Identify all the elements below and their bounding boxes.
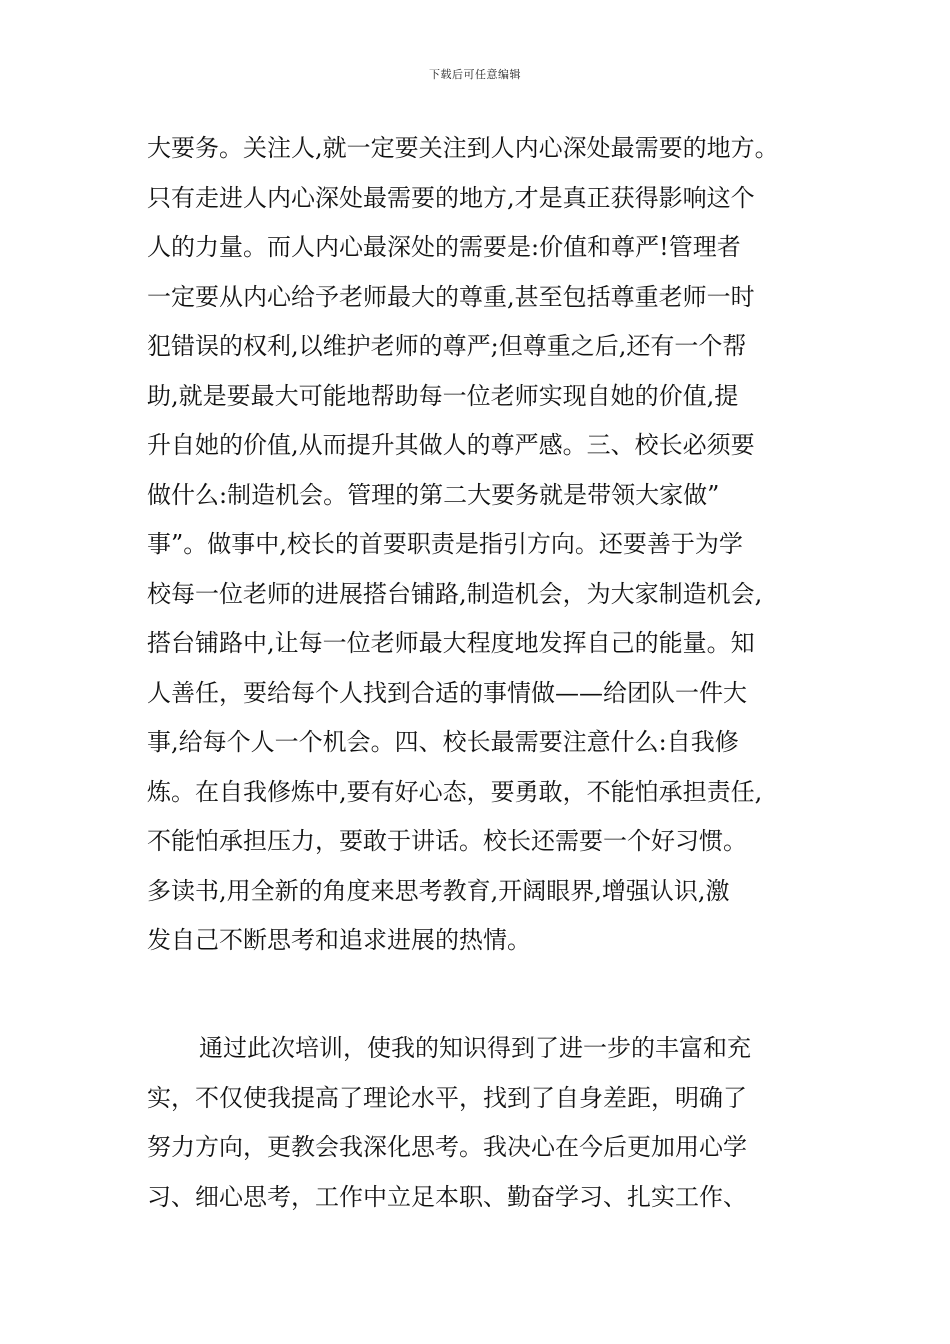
text-line: 发自己不断思考和追求进展的热情。: [147, 926, 531, 954]
text-line: 人善任，要给每个人找到合适的事情做——给团队一件大: [147, 678, 747, 707]
text-line: 大要务。关注人,就一定要关注到人内心深处最需要的地方。: [147, 134, 779, 162]
text-line: 搭台铺路中,让每一位老师最大程度地发挥自己的能量。知: [147, 629, 755, 657]
page-header: 下载后可任意编辑: [429, 68, 521, 81]
text-line: 事”。做事中,校长的首要职责是指引方向。还要善于为学: [147, 530, 743, 558]
text-line: 只有走进人内心深处最需要的地方,才是真正获得影响这个: [147, 183, 755, 212]
text-line: 习、细心思考，工作中立足本职、勤奋学习、扎实工作、: [147, 1182, 747, 1211]
text-line: 校每一位老师的进展搭台铺路,制造机会，为大家制造机会,: [147, 579, 763, 608]
text-line: 助,就是要最大可能地帮助每一位老师实现自她的价值,提: [147, 381, 739, 410]
text-line: 一定要从内心给予老师最大的尊重,甚至包括尊重老师一时: [147, 282, 755, 311]
text-line: 犯错误的权利,以维护老师的尊严;但尊重之后,还有一个帮: [147, 332, 747, 360]
text-line: 努力方向，更教会我深化思考。我决心在今后更加用心学: [147, 1133, 747, 1161]
text-line: 通过此次培训，使我的知识得到了进一步的丰富和充: [199, 1034, 751, 1062]
paragraph-1: [147, 124, 817, 966]
text-line: 多读书,用全新的角度来思考教育,开阔眼界,增强认识,激: [147, 876, 730, 905]
text-line: 人的力量。而人内心最深处的需要是:价值和尊严!管理者: [147, 233, 741, 261]
text-line: 升自她的价值,从而提升其做人的尊严感。三、校长必须要: [147, 431, 755, 459]
text-line: 实，不仅使我提高了理论水平，找到了自身差距，明确了: [147, 1083, 747, 1112]
text-line: 做什么:制造机会。管理的第二大要务就是带领大家做”: [147, 480, 720, 509]
text-line: 事,给每个人一个机会。四、校长最需要注意什么:自我修: [147, 728, 739, 756]
paragraph-2: [147, 1024, 817, 1222]
text-line: 炼。在自我修炼中,要有好心态，要勇敢，不能怕承担责任,: [147, 777, 763, 806]
text-line: 不能怕承担压力，要敢于讲话。校长还需要一个好习惯。: [147, 827, 747, 855]
